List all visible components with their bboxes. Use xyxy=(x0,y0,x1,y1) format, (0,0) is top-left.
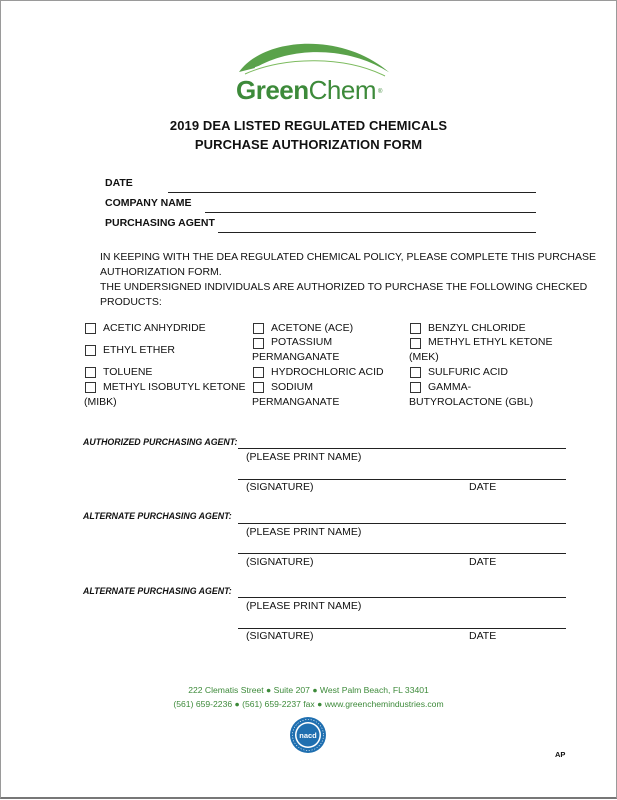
item-toluene: TOLUENE xyxy=(103,366,153,378)
item-potassium-permanganate: POTASSIUM xyxy=(271,336,333,348)
instructions-line1: IN KEEPING WITH THE DEA REGULATED CHEMICAL POLICY, PLEASE COMPLETE THIS PURCHASE xyxy=(100,251,596,263)
nacd-seal-icon xyxy=(289,716,327,754)
item-gamma-butyrolactone-cont: BUTYROLACTONE (GBL) xyxy=(409,396,534,408)
checkbox-methyl-isobutyl-ketone[interactable] xyxy=(85,382,96,393)
alternate-1-signature-label: (SIGNATURE) xyxy=(246,556,314,568)
authorized-signature-field[interactable] xyxy=(238,479,566,480)
checkbox-ethyl-ether[interactable] xyxy=(85,345,96,356)
item-methyl-ethyl-ketone-cont: (MEK) xyxy=(409,351,439,363)
item-ethyl-ether: ETHYL ETHER xyxy=(103,344,175,356)
item-benzyl-chloride: BENZYL CHLORIDE xyxy=(428,322,526,334)
form-title-line1: 2019 DEA LISTED REGULATED CHEMICALS xyxy=(169,118,448,133)
company-logo: GreenChem ® xyxy=(236,75,382,105)
item-methyl-ethyl-ketone: METHYL ETHYL KETONE xyxy=(428,336,553,348)
item-acetic-anhydride: ACETIC ANHYDRIDE xyxy=(103,322,206,334)
item-potassium-permanganate-cont: PERMANGANATE xyxy=(252,351,340,363)
checkbox-sulfuric-acid[interactable] xyxy=(410,367,421,378)
instructions-line4: PRODUCTS: xyxy=(100,296,162,308)
alternate-agent-label-1: ALTERNATE PURCHASING AGENT: xyxy=(83,511,232,521)
item-hydrochloric-acid: HYDROCHLORIC ACID xyxy=(271,366,384,378)
alternate-2-signature-label: (SIGNATURE) xyxy=(246,630,314,642)
instructions-line3: THE UNDERSIGNED INDIVIDUALS ARE AUTHORIZED TO PURCHASE THE FOLLOWING CHECKED xyxy=(100,281,588,293)
alternate-agent-label-2: ALTERNATE PURCHASING AGENT: xyxy=(83,586,232,596)
date-label: DATE xyxy=(105,177,133,189)
alternate-agent-1-name-field[interactable] xyxy=(238,523,566,524)
initials: AP xyxy=(555,750,566,759)
item-sodium-permanganate: SODIUM xyxy=(271,381,313,393)
authorized-agent-label: AUTHORIZED PURCHASING AGENT: xyxy=(83,437,238,447)
checkbox-gamma-butyrolactone[interactable] xyxy=(410,382,421,393)
checkbox-methyl-ethyl-ketone[interactable] xyxy=(410,338,421,349)
checkbox-sodium-permanganate[interactable] xyxy=(253,382,264,393)
alternate-1-signature-field[interactable] xyxy=(238,553,566,554)
checkbox-potassium-permanganate[interactable] xyxy=(253,338,264,349)
alternate-2-signature-field[interactable] xyxy=(238,628,566,629)
item-sulfuric-acid: SULFURIC ACID xyxy=(428,366,508,378)
item-gamma-butyrolactone: GAMMA- xyxy=(428,381,472,393)
purchasing-agent-label: PURCHASING AGENT xyxy=(105,217,215,229)
footer-address: 222 Clematis Street ● Suite 207 ● West Palm Beach, FL 33401 xyxy=(188,685,429,695)
alternate-1-date-label: DATE xyxy=(469,556,497,568)
purchasing-agent-field[interactable] xyxy=(218,232,536,233)
alternate-1-print-name-label: (PLEASE PRINT NAME) xyxy=(246,526,362,538)
company-name-field[interactable] xyxy=(205,212,536,213)
company-name-label: COMPANY NAME xyxy=(105,197,192,209)
checkbox-acetic-anhydride[interactable] xyxy=(85,323,96,334)
item-methyl-isobutyl-ketone-cont: (MIBK) xyxy=(84,396,117,408)
svg-text:nacd: nacd xyxy=(299,731,317,740)
checkbox-toluene[interactable] xyxy=(85,367,96,378)
authorized-agent-name-field[interactable] xyxy=(238,448,566,449)
form-title-line2: PURCHASE AUTHORIZATION FORM xyxy=(194,137,423,152)
authorized-date-label: DATE xyxy=(469,481,497,493)
authorized-signature-label: (SIGNATURE) xyxy=(246,481,314,493)
date-field[interactable] xyxy=(168,192,536,193)
checkbox-acetone[interactable] xyxy=(253,323,264,334)
checkbox-benzyl-chloride[interactable] xyxy=(410,323,421,334)
item-methyl-isobutyl-ketone: METHYL ISOBUTYL KETONE xyxy=(103,381,246,393)
alternate-agent-2-name-field[interactable] xyxy=(238,597,566,598)
checkbox-hydrochloric-acid[interactable] xyxy=(253,367,264,378)
item-acetone: ACETONE (ACE) xyxy=(271,322,354,334)
alternate-2-date-label: DATE xyxy=(469,630,497,642)
footer-contact: (561) 659-2236 ● (561) 659-2237 fax ● www.greenchemindustries.com xyxy=(173,699,444,709)
alternate-2-print-name-label: (PLEASE PRINT NAME) xyxy=(246,600,362,612)
authorized-print-name-label: (PLEASE PRINT NAME) xyxy=(246,451,362,463)
item-sodium-permanganate-cont: PERMANGANATE xyxy=(252,396,340,408)
instructions-line2: AUTHORIZATION FORM. xyxy=(100,266,222,278)
